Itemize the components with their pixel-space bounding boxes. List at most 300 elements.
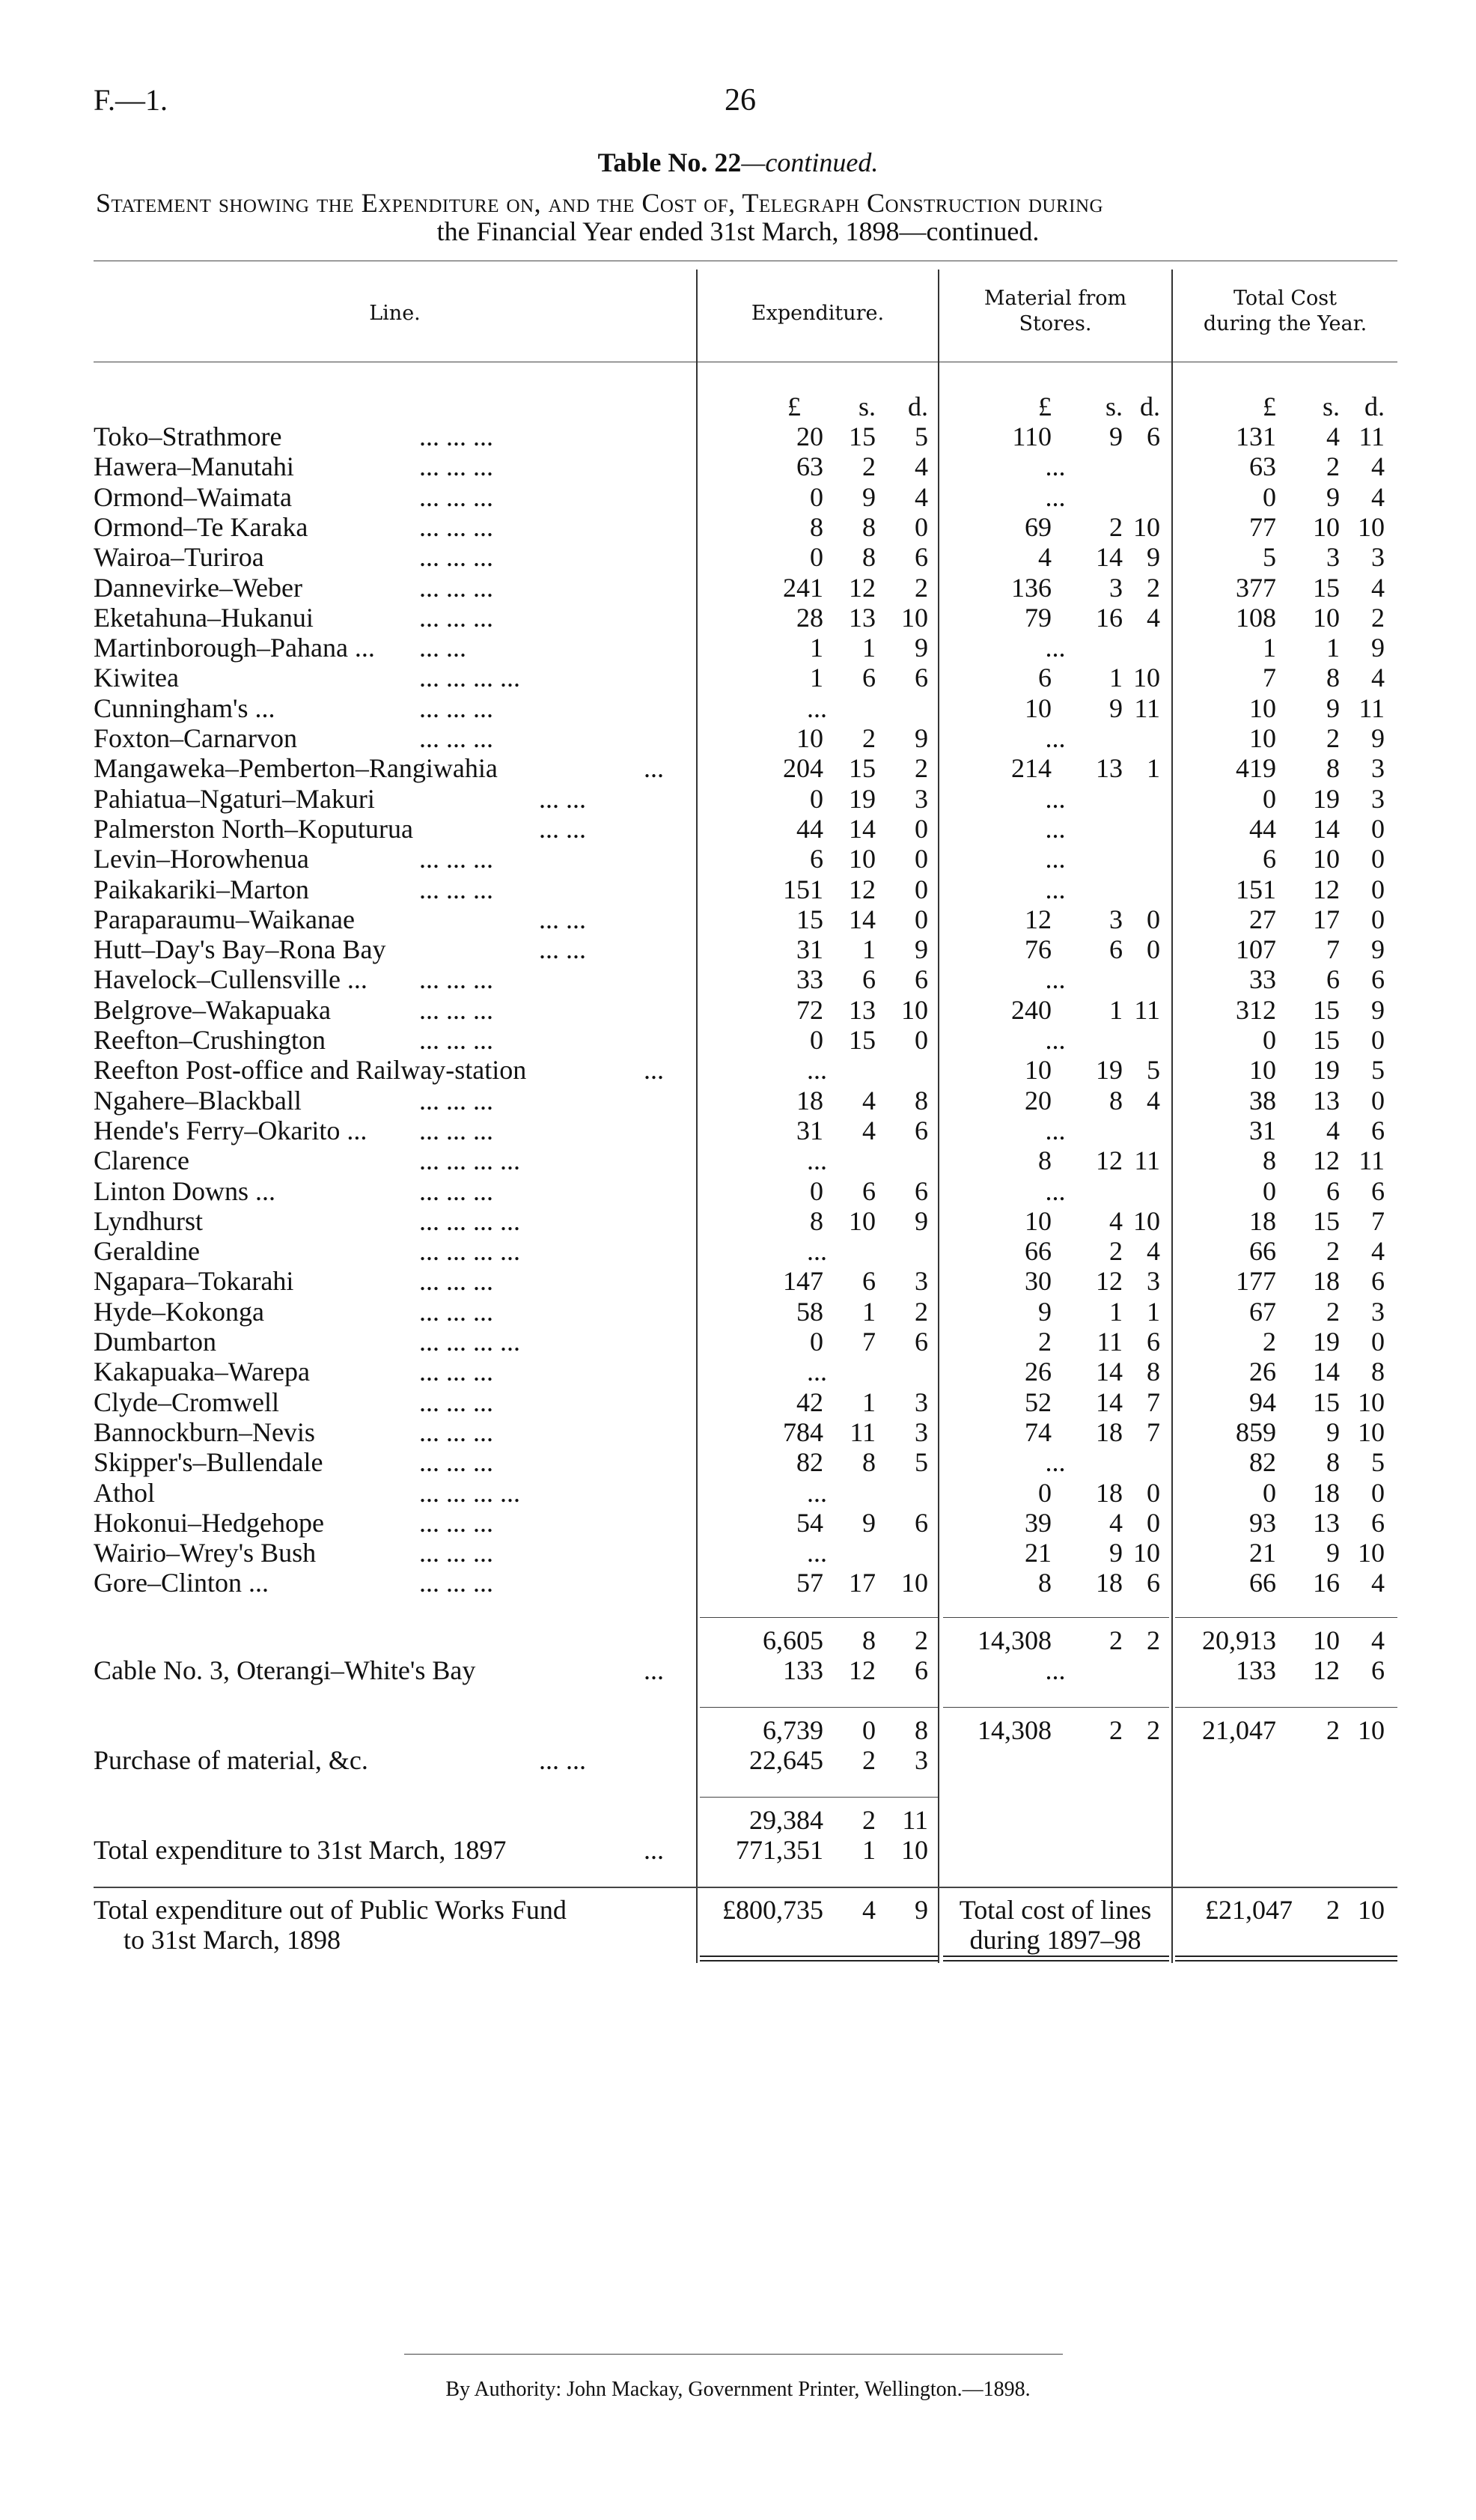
exp-pence: 0 (915, 511, 928, 542)
table-row (0, 1387, 1476, 1416)
table-row (0, 1356, 1476, 1386)
sto-pounds: 8 (1038, 1568, 1052, 1598)
line-name: Geraldine (94, 1236, 200, 1267)
line-name: Bannockburn–Nevis (94, 1416, 315, 1447)
final-label-1: Total expenditure out of Public Works Fund (94, 1895, 567, 1925)
tot-pence: 0 (1371, 1327, 1385, 1357)
exp-pence: 6 (915, 663, 928, 693)
sto-pounds: 14,308 (978, 1715, 1052, 1745)
final-tot-shillings: 2 (1326, 1895, 1340, 1925)
leader-dots: ... (644, 1655, 664, 1685)
tot-pounds: 94 (1249, 1387, 1276, 1417)
tot-shillings: 2 (1326, 451, 1340, 482)
tot-pounds: 18 (1249, 1205, 1276, 1236)
sto-pence: 2 (1147, 572, 1160, 603)
sto-empty: ... (1045, 633, 1066, 663)
sto-pence: 9 (1147, 542, 1160, 573)
table-row (0, 572, 1476, 602)
table-row (0, 1326, 1476, 1356)
exp-pence: 5 (915, 421, 928, 451)
exp-pence: 2 (915, 572, 928, 603)
tot-pence: 4 (1371, 1568, 1385, 1598)
exp-shillings: 9 (862, 1507, 876, 1538)
tot-pence: 4 (1371, 1625, 1385, 1655)
tot-pence: 7 (1371, 1205, 1385, 1236)
line-name: Kiwitea (94, 663, 179, 693)
sto-shillings: 4 (1109, 1507, 1123, 1538)
exp-shillings: 15 (849, 1025, 876, 1055)
sto-shillings: 6 (1109, 934, 1123, 965)
exp-shillings: 2 (862, 451, 876, 482)
leader-dots: ... ... ... (419, 1447, 493, 1478)
tot-pounds: 33 (1249, 964, 1276, 995)
line-name: Paraparaumu–Waikanae (94, 904, 355, 934)
exp-shillings: 2 (862, 1805, 876, 1835)
sto-pence: 0 (1147, 1477, 1160, 1508)
table-row (0, 1416, 1476, 1446)
tot-shillings: 6 (1326, 964, 1340, 995)
sto-pence: 4 (1147, 1236, 1160, 1267)
sto-shillings: 9 (1109, 1538, 1123, 1568)
leader-dots: ... ... ... (419, 964, 493, 995)
table-row (0, 722, 1476, 752)
leader-dots: ... ... ... ... (419, 1477, 520, 1508)
exp-shillings: 2 (862, 1745, 876, 1775)
exp-pounds: 771,351 (736, 1835, 823, 1865)
exp-pence: 6 (915, 964, 928, 995)
tot-pence: 4 (1371, 572, 1385, 603)
tot-pence: 11 (1358, 1145, 1385, 1176)
tot-pence: 0 (1371, 1085, 1385, 1116)
exp-pounds: 151 (783, 874, 823, 904)
tot-shillings: 10 (1313, 1625, 1340, 1655)
tot-pounds: 133 (1236, 1655, 1276, 1685)
line-name: Hende's Ferry–Okarito ... (94, 1115, 368, 1145)
line-name: Reefton Post-office and Railway-station (94, 1055, 527, 1086)
tot-pence: 9 (1371, 633, 1385, 663)
tot-pounds: 0 (1263, 1025, 1276, 1055)
line-name: Kakapuaka–Warepa (94, 1357, 310, 1387)
tot-shillings: 16 (1313, 1568, 1340, 1598)
exp-shillings: 8 (862, 542, 876, 573)
sto-pence: 2 (1147, 1715, 1160, 1745)
tot-pence: 3 (1371, 753, 1385, 784)
exp-pounds: 0 (810, 481, 823, 512)
sto-pounds: 136 (1011, 572, 1052, 603)
line-name: Martinborough–Pahana ... (94, 633, 375, 663)
sto-subtotal-rule-1 (943, 1617, 1169, 1618)
tot-shillings: 9 (1326, 1416, 1340, 1447)
sto-shillings: 8 (1109, 1085, 1123, 1116)
exp-shillings: 6 (862, 1175, 876, 1206)
exp-pence: 6 (915, 1175, 928, 1206)
exp-pence: 0 (915, 844, 928, 874)
tot-pounds: 44 (1249, 813, 1276, 844)
tot-pence: 5 (1371, 1055, 1385, 1086)
tot-shillings: 3 (1326, 542, 1340, 573)
tot-shillings: 18 (1313, 1266, 1340, 1297)
exp-pence: 9 (915, 1205, 928, 1236)
exp-subtotal-rule-2 (700, 1707, 938, 1708)
leader-dots: ... ... ... (419, 994, 493, 1025)
exp-shillings: 15 (849, 753, 876, 784)
exp-pounds: 133 (783, 1655, 823, 1685)
sto-empty: ... (1045, 1025, 1066, 1055)
tot-pounds: 859 (1236, 1416, 1276, 1447)
sto-pounds: 8 (1038, 1145, 1052, 1176)
tot-pounds: 67 (1249, 1296, 1276, 1327)
leader-dots: ... ... (539, 904, 586, 934)
tot-shillings: 10 (1313, 511, 1340, 542)
leader-dots: ... ... ... ... (419, 1327, 520, 1357)
sto-pence-symbol: d. (1140, 392, 1160, 421)
exp-shillings: 12 (849, 874, 876, 904)
exp-shillings: 6 (862, 1266, 876, 1297)
sto-pounds: 76 (1025, 934, 1052, 965)
table-row (0, 904, 1476, 934)
leader-dots: ... ... (539, 934, 586, 965)
exp-pounds: 0 (810, 1175, 823, 1206)
table-row (0, 1085, 1476, 1115)
exp-shillings: 1 (862, 934, 876, 965)
exp-pence: 6 (915, 1327, 928, 1357)
tot-shillings: 17 (1313, 904, 1340, 934)
exp-pence: 3 (915, 1266, 928, 1297)
tot-pounds: 312 (1236, 994, 1276, 1025)
exp-pence: 6 (915, 1507, 928, 1538)
table-row (0, 1024, 1476, 1054)
tot-shillings: 15 (1313, 572, 1340, 603)
tot-pound-symbol: £ (1263, 392, 1276, 421)
exp-pence: 4 (915, 451, 928, 482)
sto-shillings: 12 (1096, 1266, 1123, 1297)
line-name: Linton Downs ... (94, 1175, 275, 1206)
tot-pounds: 20,913 (1202, 1625, 1276, 1655)
tot-pence: 4 (1371, 481, 1385, 512)
tot-shillings: 4 (1326, 1115, 1340, 1145)
line-name: Cable No. 3, Oterangi–White's Bay (94, 1655, 476, 1685)
col-header-stores-1: Material from (984, 287, 1127, 310)
sto-shillings: 2 (1109, 511, 1123, 542)
exp-pounds: 1 (810, 663, 823, 693)
exp-shillings: 14 (849, 904, 876, 934)
line-name: Hokonui–Hedgehope (94, 1507, 324, 1538)
col-header-stores (939, 286, 1171, 337)
sto-pounds: 52 (1025, 1387, 1052, 1417)
exp-pence: 0 (915, 1025, 928, 1055)
sto-pence: 11 (1134, 994, 1160, 1025)
exp-shillings: 4 (862, 1085, 876, 1116)
sto-pence: 3 (1147, 1266, 1160, 1297)
summary-row (0, 1834, 1476, 1864)
exp-pounds: 20 (796, 421, 823, 451)
exp-pence: 6 (915, 542, 928, 573)
exp-shillings: 11 (850, 1416, 876, 1447)
tot-pence: 11 (1358, 693, 1385, 723)
table-row (0, 481, 1476, 511)
line-name: Ngahere–Blackball (94, 1085, 302, 1116)
leader-dots: ... ... ... (419, 1085, 493, 1116)
final-stores-label-2: during 1897–98 (969, 1925, 1141, 1955)
tot-pence: 10 (1358, 1416, 1385, 1447)
tot-shillings: 8 (1326, 1447, 1340, 1478)
col-header-stores-2: Stores. (1019, 312, 1092, 335)
tot-pounds: 77 (1249, 511, 1276, 542)
exp-pounds: 29,384 (749, 1805, 823, 1835)
sto-pence: 0 (1147, 1507, 1160, 1538)
exp-pence: 8 (915, 1715, 928, 1745)
exp-pounds: 54 (796, 1507, 823, 1538)
leader-dots: ... ... ... (419, 421, 493, 451)
tot-pounds: 26 (1249, 1357, 1276, 1387)
exp-pounds: 31 (796, 934, 823, 965)
sto-shillings: 1 (1109, 1296, 1123, 1327)
tot-shillings: 9 (1326, 481, 1340, 512)
sto-pence: 7 (1147, 1387, 1160, 1417)
exp-pounds: 204 (783, 753, 823, 784)
line-name: Wairio–Wrey's Bush (94, 1538, 317, 1568)
table-row (0, 1477, 1476, 1507)
exp-empty: ... (807, 1357, 827, 1387)
exp-pence: 0 (915, 813, 928, 844)
exp-pounds: 0 (810, 542, 823, 573)
sto-pence: 0 (1147, 904, 1160, 934)
exp-shillings: 2 (862, 723, 876, 753)
sto-empty: ... (1045, 1175, 1066, 1206)
exp-shillings: 7 (862, 1327, 876, 1357)
line-name: Ormond–Te Karaka (94, 511, 308, 542)
line-name: Wairoa–Turiroa (94, 542, 264, 573)
tot-pence: 10 (1358, 511, 1385, 542)
exp-shillings: 13 (849, 602, 876, 633)
exp-pounds: 784 (783, 1416, 823, 1447)
leader-dots: ... ... ... (419, 1416, 493, 1447)
line-name: Clarence (94, 1145, 189, 1176)
sto-pound-symbol: £ (1038, 392, 1052, 421)
sto-pounds: 10 (1025, 1205, 1052, 1236)
exp-pounds: 63 (796, 451, 823, 482)
tot-pounds: 0 (1263, 1477, 1276, 1508)
exp-pounds: 1 (810, 633, 823, 663)
statement-line-1: Statement showing the Expenditure on, and the Cost of, Telegraph Construction during (96, 188, 1104, 218)
line-name: Levin–Horowhenua (94, 844, 309, 874)
sto-pounds: 12 (1025, 904, 1052, 934)
tot-pence: 3 (1371, 783, 1385, 814)
tot-pounds: 27 (1249, 904, 1276, 934)
line-name: Gore–Clinton ... (94, 1568, 269, 1598)
leader-dots: ... ... ... (419, 1115, 493, 1145)
tot-pence: 6 (1371, 964, 1385, 995)
final-row-2 (0, 1924, 1476, 1954)
sto-shillings: 18 (1096, 1477, 1123, 1508)
table-row (0, 964, 1476, 993)
tot-shillings: 14 (1313, 1357, 1340, 1387)
exp-pounds: 10 (796, 723, 823, 753)
final-tot-pence: 10 (1358, 1895, 1385, 1925)
table-row (0, 994, 1476, 1024)
sto-pence: 7 (1147, 1416, 1160, 1447)
exp-pounds: 0 (810, 783, 823, 814)
exp-shillings: 12 (849, 572, 876, 603)
table-row (0, 843, 1476, 873)
sto-shillings: 2 (1109, 1625, 1123, 1655)
tot-pounds: 66 (1249, 1236, 1276, 1267)
sto-pence: 6 (1147, 1327, 1160, 1357)
line-name: Eketahuna–Hukanui (94, 602, 314, 633)
leader-dots: ... ... ... (419, 1568, 493, 1598)
exp-pence: 2 (915, 1625, 928, 1655)
exp-pence: 0 (915, 874, 928, 904)
exp-shillings: 6 (862, 663, 876, 693)
exp-shillings: 19 (849, 783, 876, 814)
exp-pounds: 28 (796, 602, 823, 633)
sto-pence: 10 (1133, 663, 1160, 693)
tot-pence: 0 (1371, 904, 1385, 934)
exp-pounds: 44 (796, 813, 823, 844)
tot-pounds: 6 (1263, 844, 1276, 874)
tot-pounds: 10 (1249, 723, 1276, 753)
final-top-rule (94, 1887, 1397, 1888)
leader-dots: ... ... (539, 1745, 586, 1775)
sto-shillings: 12 (1096, 1145, 1123, 1176)
exp-shillings: 8 (862, 511, 876, 542)
exp-shillings: 10 (849, 844, 876, 874)
sto-pence: 1 (1147, 1296, 1160, 1327)
table-row (0, 752, 1476, 782)
tot-pence: 3 (1371, 1296, 1385, 1327)
table-row (0, 1235, 1476, 1265)
tot-shillings: 6 (1326, 1175, 1340, 1206)
sto-empty: ... (1045, 723, 1066, 753)
sto-shillings: 3 (1109, 904, 1123, 934)
tot-shillings: 15 (1313, 1387, 1340, 1417)
table-title-suffix: —continued. (741, 147, 879, 177)
tot-pounds: 377 (1236, 572, 1276, 603)
tot-shillings: 12 (1313, 1655, 1340, 1685)
summary-row (0, 1625, 1476, 1655)
sto-pounds: 74 (1025, 1416, 1052, 1447)
leader-dots: ... ... ... (419, 1025, 493, 1055)
page-number: 26 (725, 83, 756, 118)
sto-shillings: 9 (1109, 693, 1123, 723)
sto-pounds: 0 (1038, 1477, 1052, 1508)
tot-pounds: 31 (1249, 1115, 1276, 1145)
leader-dots: ... (644, 1055, 664, 1086)
leader-dots: ... ... ... (419, 1266, 493, 1297)
exp-pence: 9 (915, 934, 928, 965)
final-row (0, 1894, 1476, 1924)
sto-shillings: 16 (1096, 602, 1123, 633)
tot-pence: 3 (1371, 542, 1385, 573)
table-row (0, 1145, 1476, 1175)
table-row (0, 511, 1476, 541)
col-header-total-1: Total Cost (1233, 287, 1337, 310)
exp-subtotal-rule-3 (700, 1797, 938, 1798)
tot-pence: 10 (1358, 1387, 1385, 1417)
tot-shillings: 2 (1326, 1715, 1340, 1745)
tot-shillings: 15 (1313, 1025, 1340, 1055)
exp-pence: 2 (915, 1296, 928, 1327)
exp-subtotal-rule-1 (700, 1617, 938, 1618)
exp-shillings: 12 (849, 1655, 876, 1685)
exp-pounds: 72 (796, 994, 823, 1025)
leader-dots: ... ... ... (419, 602, 493, 633)
leader-dots: ... ... ... ... (419, 1145, 520, 1176)
leader-dots: ... ... (539, 783, 586, 814)
sto-pounds: 10 (1025, 1055, 1052, 1086)
exp-double-rule (700, 1956, 938, 1961)
sto-empty: ... (1045, 813, 1066, 844)
sto-shillings: 14 (1096, 1357, 1123, 1387)
sto-empty: ... (1045, 783, 1066, 814)
sto-empty: ... (1045, 451, 1066, 482)
tot-shillings: 19 (1313, 783, 1340, 814)
tot-pence: 4 (1371, 1236, 1385, 1267)
col-header-total (1173, 286, 1397, 337)
sto-pounds: 4 (1038, 542, 1052, 573)
table-row (0, 1054, 1476, 1084)
table-row (0, 813, 1476, 843)
tot-pounds: 38 (1249, 1085, 1276, 1116)
sto-empty: ... (1045, 1655, 1066, 1685)
tot-shillings: 9 (1326, 1538, 1340, 1568)
tot-subtotal-rule-1 (1175, 1617, 1397, 1618)
table-row (0, 1567, 1476, 1597)
table-title (0, 147, 1476, 178)
leader-dots: ... ... ... (419, 844, 493, 874)
tot-shillings: 8 (1326, 753, 1340, 784)
line-name: Skipper's–Bullendale (94, 1447, 323, 1478)
tot-pence: 4 (1371, 451, 1385, 482)
sto-pence: 6 (1147, 421, 1160, 451)
leader-dots: ... ... ... (419, 1387, 493, 1417)
exp-pence: 10 (901, 994, 928, 1025)
tot-pounds: 0 (1263, 783, 1276, 814)
tot-pence: 6 (1371, 1266, 1385, 1297)
leader-dots: ... ... ... (419, 1507, 493, 1538)
leader-dots: ... ... ... (419, 451, 493, 482)
line-name: Hyde–Kokonga (94, 1296, 264, 1327)
tot-shillings: 12 (1313, 1145, 1340, 1176)
sto-pounds: 26 (1025, 1357, 1052, 1387)
exp-shillings: 1 (862, 633, 876, 663)
tot-pounds: 66 (1249, 1568, 1276, 1598)
table-row (0, 693, 1476, 722)
final-exp-shillings: 4 (862, 1895, 876, 1925)
tot-shillings: 19 (1313, 1055, 1340, 1086)
statement-line-2: the Financial Year ended 31st March, 1898—continued. (436, 216, 1040, 246)
tot-shillings: 1 (1326, 633, 1340, 663)
exp-empty: ... (807, 1055, 827, 1086)
tot-shillings: 19 (1313, 1327, 1340, 1357)
line-name: Dannevirke–Weber (94, 572, 302, 603)
sto-shillings: 14 (1096, 542, 1123, 573)
sto-shillings: 18 (1096, 1568, 1123, 1598)
exp-pounds: 82 (796, 1447, 823, 1478)
tot-pence-symbol: d. (1364, 392, 1385, 421)
exp-pounds: 31 (796, 1115, 823, 1145)
page-reference: F.—1. (94, 83, 168, 117)
sto-shillings: 13 (1096, 753, 1123, 784)
exp-pounds: 18 (796, 1085, 823, 1116)
sto-pounds: 21 (1025, 1538, 1052, 1568)
sto-pence: 8 (1147, 1357, 1160, 1387)
sto-pounds: 240 (1011, 994, 1052, 1025)
table-row (0, 451, 1476, 481)
leader-dots: ... ... ... (419, 1357, 493, 1387)
exp-empty: ... (807, 1538, 827, 1568)
tot-pence: 5 (1371, 1447, 1385, 1478)
